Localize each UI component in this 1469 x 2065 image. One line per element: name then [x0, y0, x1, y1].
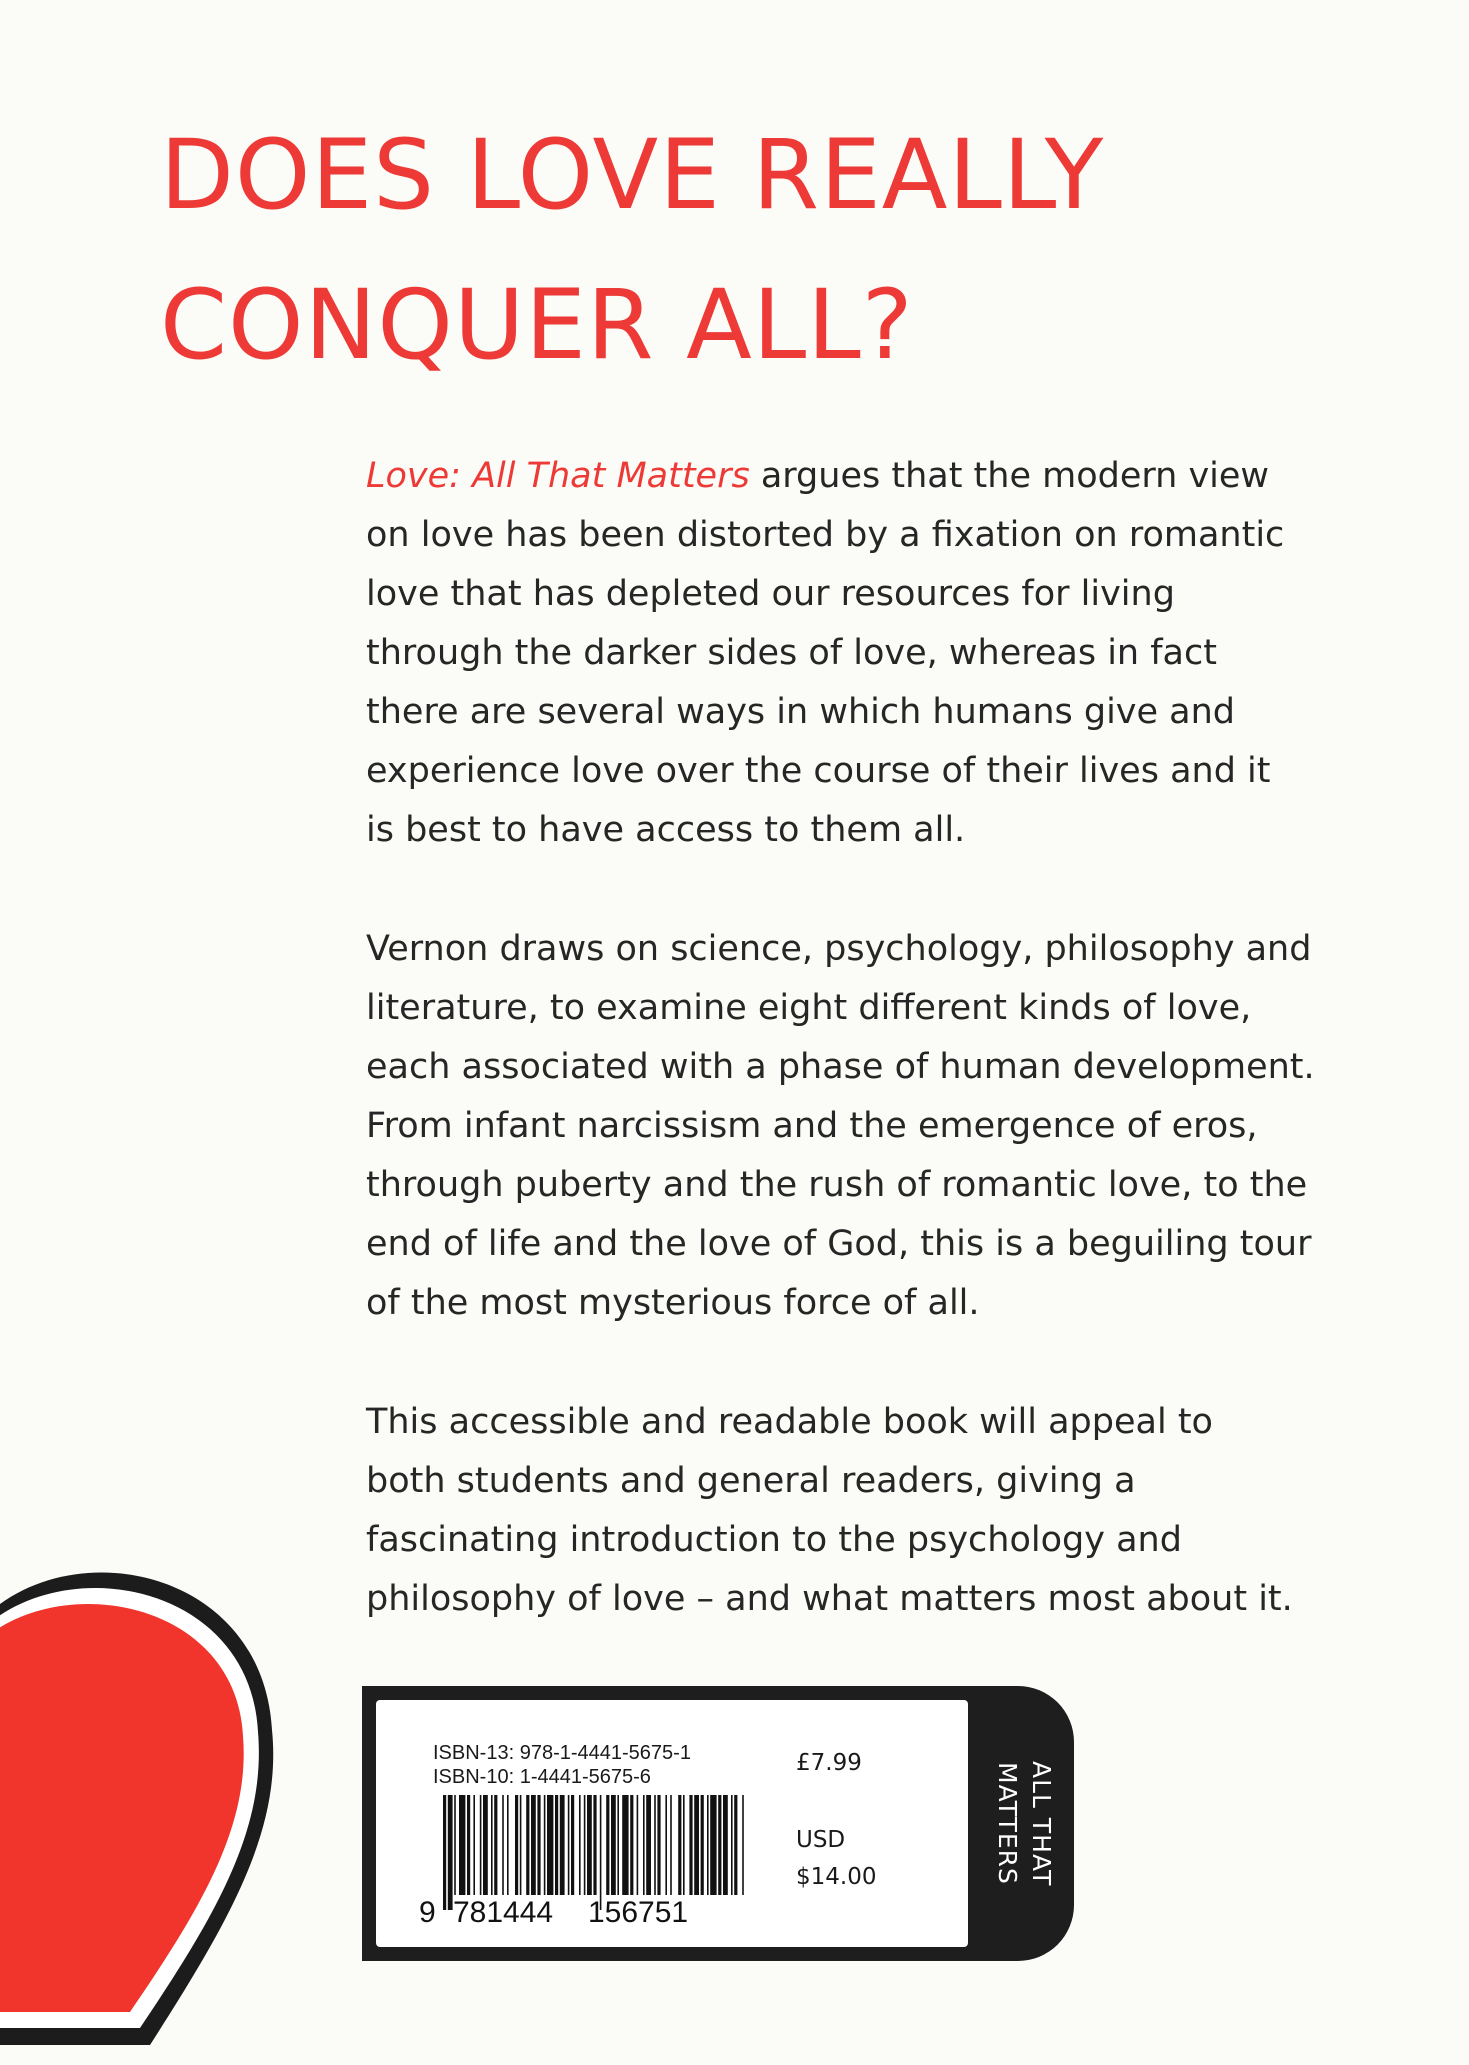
- blurb-line: is best to have access to them all.: [366, 810, 966, 850]
- blurb-paragraph-1: [366, 447, 1366, 860]
- barcode-bar: [654, 1795, 656, 1895]
- barcode-bar: [611, 1795, 616, 1895]
- barcode-bar: [622, 1795, 628, 1895]
- barcode-bar: [491, 1795, 493, 1895]
- barcode-bar: [587, 1795, 592, 1895]
- blurb-line: fascinating introduction to the psychology and: [366, 1520, 1182, 1560]
- barcode-bar: [537, 1795, 540, 1895]
- barcode-bar: [630, 1795, 633, 1895]
- barcode-bar: [701, 1795, 704, 1895]
- isbn-10: ISBN-10: 1-4441-5675-6: [433, 1766, 651, 1788]
- barcode-digits-left: 781444: [453, 1896, 554, 1929]
- barcode-bar: [502, 1795, 504, 1895]
- barcode-bar: [707, 1795, 709, 1895]
- barcode-bar: [579, 1795, 581, 1895]
- barcode-box: [376, 1700, 968, 1947]
- blurb-line: each associated with a phase of human development.: [366, 1047, 1315, 1087]
- blurb-line: Vernon draws on science, psychology, philosophy and: [366, 929, 1312, 969]
- barcode-bar: [643, 1795, 645, 1895]
- barcode-bar: [443, 1795, 446, 1910]
- barcode-bar: [459, 1795, 465, 1895]
- barcode-bar: [507, 1795, 509, 1895]
- blurb-paragraph-3: [366, 1393, 1366, 1629]
- blurb-line: literature, to examine eight different kinds of love,: [366, 988, 1252, 1028]
- barcode-bar: [480, 1795, 482, 1895]
- blurb-line: end of life and the love of God, this is a beguiling tour: [366, 1224, 1312, 1264]
- blurb-line: through puberty and the rush of romantic love, to the: [366, 1165, 1308, 1205]
- price-gbp: £7.99: [796, 1750, 862, 1776]
- barcode-panel: [362, 1686, 1074, 1961]
- heart-graphic: [0, 1500, 290, 2065]
- book-title-italic: Love: All That Matters: [366, 456, 750, 496]
- blurb-text: argues that the modern view: [749, 456, 1270, 496]
- barcode-bar: [520, 1795, 522, 1895]
- blurb-line: love that has depleted our resources for living: [366, 574, 1175, 614]
- barcode-bar: [731, 1795, 733, 1895]
- barcode-bar: [531, 1795, 536, 1895]
- blurb-line: there are several ways in which humans give and: [366, 692, 1236, 732]
- barcode-bar: [710, 1795, 716, 1895]
- price-usd: $14.00: [796, 1864, 877, 1890]
- barcode-bar: [544, 1795, 546, 1895]
- series-label-line-1: ALL THAT: [1027, 1760, 1056, 1887]
- barcode-bar: [606, 1795, 609, 1895]
- blurb-line: both students and general readers, giving a: [366, 1461, 1136, 1501]
- barcode-bar: [723, 1795, 728, 1895]
- headline-line-2: CONQUER ALL?: [160, 269, 914, 381]
- barcode: [413, 1795, 753, 1930]
- barcode-bar: [718, 1795, 721, 1895]
- series-label-line-2: MATTERS: [993, 1762, 1022, 1885]
- barcode-bar: [683, 1795, 685, 1895]
- barcode-bar: [665, 1795, 667, 1895]
- barcode-bar: [637, 1795, 639, 1895]
- barcode-digits-right: 156751: [588, 1896, 689, 1929]
- barcode-bar: [617, 1795, 619, 1895]
- blurb-paragraph-2: [366, 920, 1366, 1333]
- barcode-bar: [657, 1795, 660, 1895]
- blurb-line: through the darker sides of love, whereas in fact: [366, 633, 1217, 673]
- barcode-bar: [584, 1795, 586, 1895]
- blurb-line: experience love over the course of their lives and it: [366, 751, 1271, 791]
- barcode-bar: [571, 1795, 574, 1895]
- barcode-bars: [443, 1795, 744, 1910]
- blurb: [366, 447, 1366, 1629]
- barcode-bar: [742, 1795, 744, 1895]
- barcode-bar: [515, 1795, 518, 1895]
- blurb-line: philosophy of love – and what matters most about it.: [366, 1579, 1293, 1619]
- barcode-bar: [593, 1795, 596, 1895]
- barcode-bar: [678, 1795, 681, 1895]
- blurb-line: of the most mysterious force of all.: [366, 1283, 980, 1323]
- barcode-bar: [448, 1795, 453, 1910]
- blurb-line: [366, 447, 1366, 506]
- barcode-bar: [467, 1795, 470, 1895]
- barcode-bar: [646, 1795, 651, 1895]
- barcode-bar: [568, 1795, 570, 1895]
- headline: [160, 100, 1360, 400]
- barcode-bar: [689, 1795, 692, 1895]
- barcode-bar: [560, 1795, 565, 1895]
- blurb-line: on love has been distorted by a fixation on romantic: [366, 515, 1285, 555]
- barcode-bar: [555, 1795, 558, 1895]
- barcode-bar: [454, 1795, 456, 1895]
- barcode-digit-lead: 9: [419, 1896, 436, 1929]
- barcode-bar: [526, 1795, 529, 1895]
- barcode-bar: [483, 1795, 488, 1895]
- barcode-bar: [547, 1795, 553, 1895]
- isbn-13: ISBN-13: 978-1-4441-5675-1: [433, 1742, 691, 1764]
- price-usd-label: USD: [796, 1827, 846, 1853]
- blurb-line: This accessible and readable book will appeal to: [366, 1402, 1213, 1442]
- barcode-bar: [734, 1795, 737, 1895]
- blurb-line: From infant narcissism and the emergence of eros,: [366, 1106, 1258, 1146]
- series-label: [988, 1716, 1058, 1931]
- barcode-bar: [670, 1795, 672, 1895]
- barcode-bar: [473, 1795, 475, 1895]
- barcode-bar: [600, 1795, 602, 1910]
- barcode-bar: [494, 1795, 497, 1895]
- barcode-bar: [694, 1795, 699, 1895]
- headline-line-1: DOES LOVE REALLY: [160, 119, 1105, 231]
